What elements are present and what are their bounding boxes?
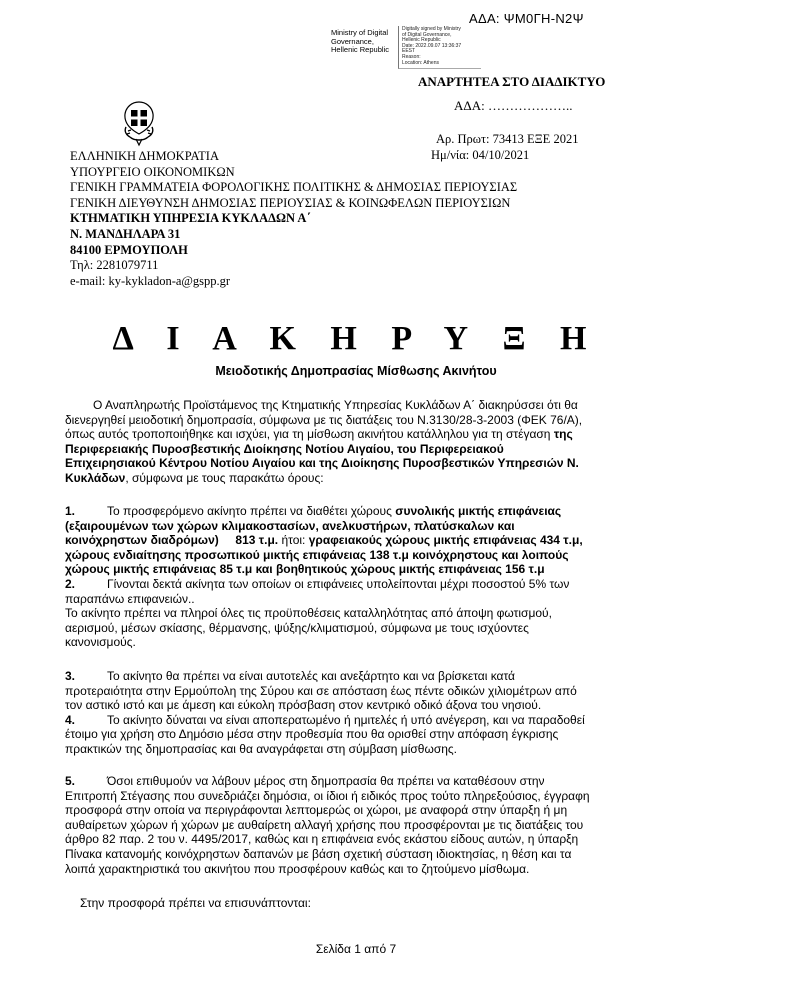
signer-line: Governance, [331, 36, 374, 46]
text-line: 2. Γίνονται δεκτά ακίνητα των οποίων οι επιφάνειες υπολείπονται μέχρι ποσοστού 5% των [65, 576, 570, 591]
text-line: Κυκλάδων, σύμφωνα με τους παρακάτω όρους: [65, 470, 324, 485]
text-line: αυθαίρετων χώρων ή χώρων με αυθαίρετη αλλαγή χρήσης που προσφέρονται με τις διατάξεις του [65, 817, 584, 832]
text-line: Επιχειρησιακού Κέντρου Νοτίου Αιγαίου και της Διοίκησης Πυροσβεστικών Υπηρεσιών Ν. [65, 456, 579, 471]
text-line: 5. Όσοι επιθυμούν να λάβουν μέρος στη δημοπρασία θα πρέπει να καταθέσουν στην [65, 774, 545, 788]
text-line: Περιφερειακής Πυροσβεστικής Διοίκησης Νοτίου Αιγαίου, του Περιφερειακού [65, 441, 504, 456]
text-line: αερισμού, μέσων σκίασης, θέρμανσης, ψύξης/κλιματισμού, σύμφωνα με τους ισχύοντες [65, 620, 529, 635]
intro-paragraph [65, 398, 642, 486]
signer-line: Ministry of Digital [331, 28, 389, 37]
signature-detail-line: Reason: [402, 53, 421, 60]
text-line: (εξαιρουμένων των χώρων κλιμακοστασίων, ανελκυστήρων, πλατύσκαλων και [65, 518, 515, 533]
term-number: 3. [65, 669, 76, 683]
ada-placeholder: ΑΔΑ: ……………….. [454, 98, 573, 113]
text-line: λοιπά χαρακτηριστικά του ακινήτου που προσφέρουν καθώς και το ζητούμενο μίσθωμα. [65, 861, 530, 876]
text-line: 1. Το προσφερόμενο ακίνητο πρέπει να διαθέτει χώρους συνολικής μικτής επιφάνειας [65, 504, 562, 518]
signature-detail-line: Hellenic Republic [402, 37, 441, 44]
signature-detail-line: Date: 2022.09.07 13:36:37 [402, 42, 462, 49]
text-line: 3. Το ακίνητο θα πρέπει να είναι αυτοτελές και ανεξάρτητο και να βρίσκεται κατά [65, 669, 515, 683]
terms-1-2 [65, 504, 642, 650]
text-line: όπως αυτός τροποποιήθηκε και ισχύει, για τη μίσθωση ακινήτου κατάλληλου για τη στέγαση της [65, 427, 573, 442]
text-line: τον αστικό ιστό και με άμεση και εύκολη πρόσβαση στον κεντρικό οδικό άξονα του νησιού. [65, 698, 542, 713]
document-subtitle: Μειοδοτικής Δημοπρασίας Μίσθωσης Ακινήτου [215, 364, 497, 378]
text-line: Στην προσφορά πρέπει να επισυνάπτονται: [80, 896, 311, 910]
sender-line: ΓΕΝΙΚΗ ΔΙΕΥΘΥΝΣΗ ΔΗΜΟΣΙΑΣ ΠΕΡΙΟΥΣΙΑΣ & ΚΟΙΝΩΦΕΛΩΝ ΠΕΡΙΟΥΣΙΩΝ [70, 195, 511, 210]
text-line: διενεργηθεί μειοδοτική δημοπρασία, σύμφωνα με τις διατάξεις του Ν.3130/28-3-2003 (ΦΕΚ 76/Α), [65, 412, 583, 427]
term-number: 5. [65, 774, 76, 788]
text-line: Πίνακα κατανομής κοινόχρηστων δαπανών με βάση σχετική σύσταση ιδιοκτησίας, η θέση και τα [65, 846, 572, 861]
signature-details [402, 27, 461, 66]
sender-phone: Τηλ: 2281079711 [70, 258, 159, 273]
term-number: 1. [65, 504, 76, 518]
text-line: χώρους μικτής επιφάνειας 85 τ.μ και βοηθητικούς χώρους μικτής επιφάνειας 156 τ.μ [65, 562, 545, 577]
text-line: κοινόχρηστων διαδρόμων) 813 τ.μ. ήτοι: γραφειακούς χώρους μικτής επιφάνειας 434 τ.μ, [65, 533, 583, 548]
signature-detail-line: EEST [402, 48, 416, 55]
sender-line: ΓΕΝΙΚΗ ΓΡΑΜΜΑΤΕΙΑ ΦΟΡΟΛΟΓΙΚΗΣ ΠΟΛΙΤΙΚΗΣ & ΔΗΜΟΣΙΑΣ ΠΕΡΙΟΥΣΙΑΣ [70, 180, 518, 195]
text-line: 4. Το ακίνητο δύναται να είναι αποπερατωμένο ή ημιτελές ή υπό ανέγερση, και να παραδοθεί [65, 712, 585, 727]
digital-signer [331, 29, 389, 55]
greek-emblem-icon [122, 101, 156, 147]
signature-detail-line: of Digital Governance, [402, 31, 452, 38]
signer-line: Hellenic Republic [331, 45, 389, 54]
term-number: 4. [65, 712, 76, 727]
sender-email: e-mail: ky-kykladon-a@gspp.gr [70, 273, 231, 288]
sender-line: ΚΤΗΜΑΤΙΚΗ ΥΠΗΡΕΣΙΑ ΚΥΚΛΑΔΩΝ Α΄ [70, 211, 311, 226]
signature-detail-line: Location: Athens [402, 59, 439, 66]
term-5 [65, 774, 642, 876]
document-date: Ημ/νία: 04/10/2021 [431, 148, 530, 162]
text-line: άρθρο 82 παρ. 2 του ν. 4495/2017, καθώς και η επιφάνεια ενός εκάστου είδους αυτών, η ύπαρξη [65, 832, 579, 847]
signature-detail-line: Digitally signed by Ministry [402, 26, 461, 32]
text-line: πρακτικών της δημοπρασίας και θα αναγράφεται στη σύμβαση μίσθωσης. [65, 741, 458, 756]
text-line: προσφορά στην οποία να περιγράφονται λεπτομερώς οι χώροι, με αναφορά στην ύπαρξη ή μη [65, 803, 568, 818]
text-line: χώρους ενδιαίτησης προσωπικού μικτής επιφάνειας 138 τ.μ κοινόχρηστους και λοιπούς [65, 547, 569, 562]
text-line: Ο Αναπληρωτής Προϊστάμενος της Κτηματικής Υπηρεσίας Κυκλάδων Α΄ διακηρύσσει ότι θα [93, 398, 578, 412]
text-line: Επιτροπή Στέγασης που συνεδριάζει δημόσια, οι ίδιοι ή ειδικός προς τούτο πληρεξούσιος, έγγραφη [65, 788, 590, 803]
protocol-number: Αρ. Πρωτ: 73413 ΕΞΕ 2021 [436, 132, 579, 146]
sender-line: ΕΛΛΗΝΙΚΗ ΔΗΜΟΚΡΑΤΙΑ [70, 149, 219, 163]
term-number: 2. [65, 576, 76, 591]
terms-3-4 [65, 669, 642, 757]
attachments-intro [65, 896, 642, 911]
ada-code: ΑΔΑ: ΨΜ0ΓΗ-Ν2Ψ [469, 11, 584, 26]
post-online-notice: ΑΝΑΡΤΗΤΕΑ ΣΤΟ ΔΙΑΔΙΚΤΥΟ [418, 74, 606, 89]
sender-line: Ν. ΜΑΝΔΗΛΑΡΑ 31 [70, 226, 181, 241]
sender-block [70, 149, 517, 289]
page-footer: Σελίδα 1 από 7 [315, 942, 397, 956]
sender-line: 84100 ΕΡΜΟΥΠΟΛΗ [70, 242, 188, 257]
document-title: Δ Ι Α Κ Η Ρ Υ Ξ Η [112, 320, 600, 357]
sender-line: ΥΠΟΥΡΓΕΙΟ ΟΙΚΟΝΟΜΙΚΩΝ [70, 164, 235, 179]
text-line: προτεραιότητα στην Ερμούπολη της Σύρου και σε απόσταση έως πέντε οδικών χιλιομέτρων από [65, 683, 577, 698]
text-line: έτοιμο για χρήση στο Δημόσιο μέσα στην προθεσμία που θα ορισθεί στην απόφαση έγκρισης [65, 727, 559, 742]
text-line: κανονισμούς. [65, 635, 136, 650]
text-line: Το ακίνητο πρέπει να πληροί όλες τις προϋποθέσεις καταλληλότητας από άποψη φωτισμού, [65, 606, 552, 621]
text-line: παραπάνω επιφανειών.. [65, 591, 195, 606]
